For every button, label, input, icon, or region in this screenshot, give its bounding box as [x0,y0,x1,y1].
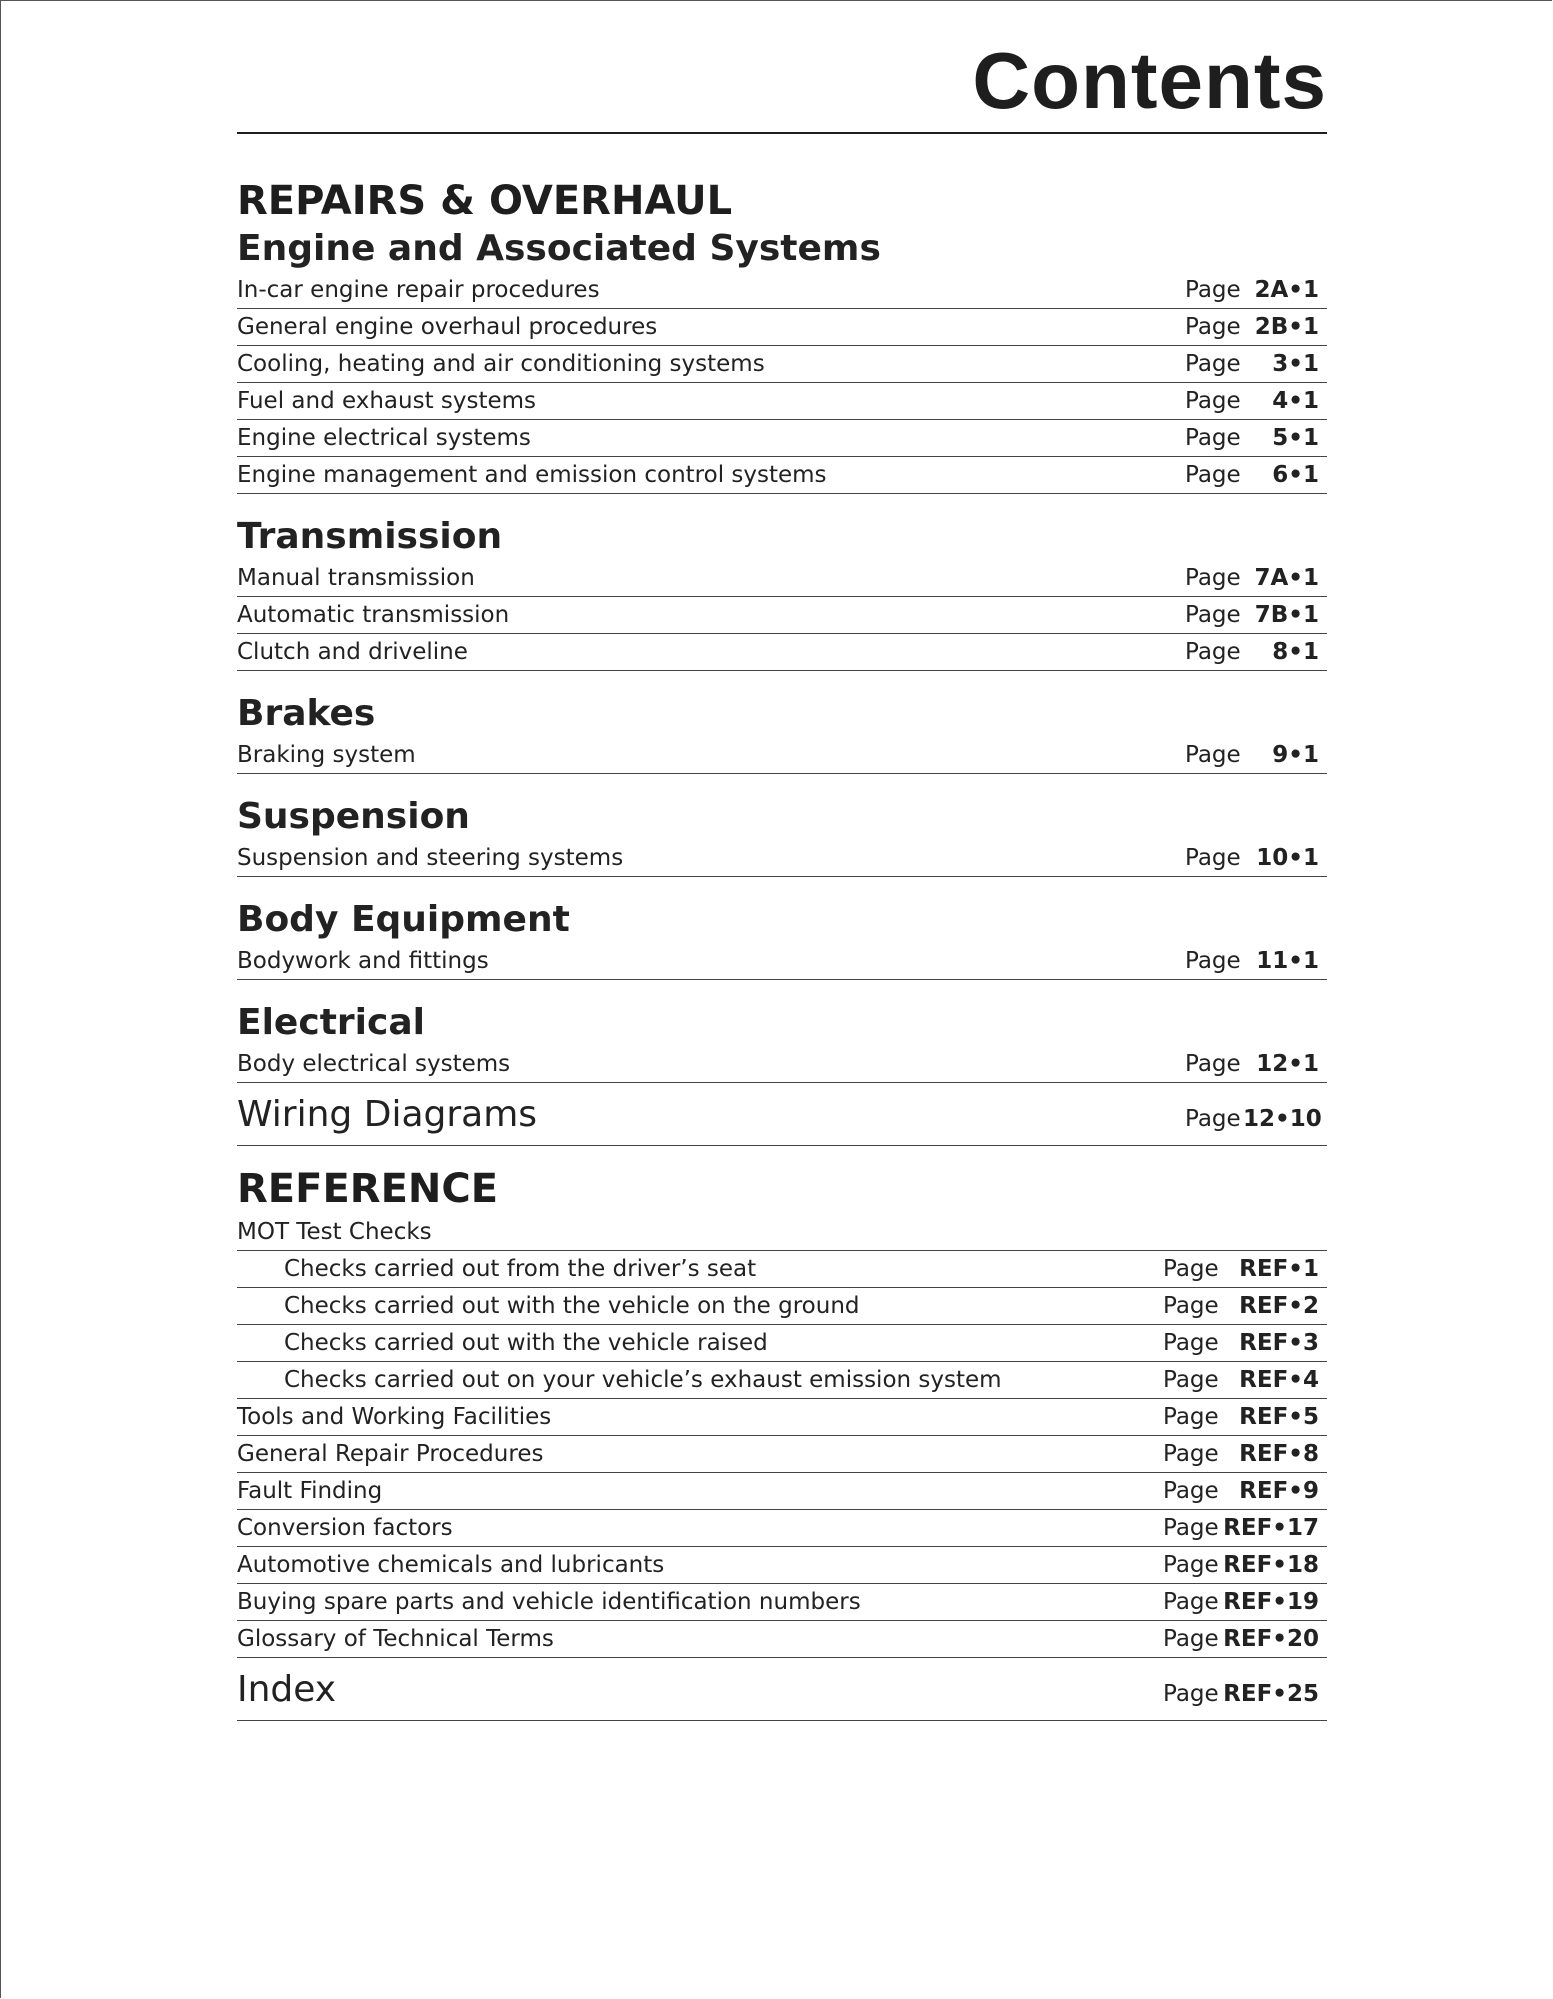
toc-entry[interactable] [237,634,1327,671]
entry-label: In-car engine repair procedures [237,277,600,303]
section-heading: Transmission [237,516,503,557]
entry-label: Automotive chemicals and lubricants [237,1552,665,1578]
page-word: Page [1185,388,1241,414]
toc-entry[interactable] [237,1436,1327,1473]
page-word: Page [1185,425,1241,451]
page-word: Page [1185,565,1241,591]
page-word: Page [1163,1552,1219,1578]
page-number: 2A•1 [1254,277,1319,303]
page-number: REF•19 [1223,1589,1319,1615]
section-heading: Engine and Associated Systems [237,228,881,269]
page-word: Page [1185,351,1241,377]
toc-entry[interactable] [237,737,1327,774]
page-number: 10•1 [1256,845,1319,871]
mot-items [237,1251,1327,1399]
page-title: Contents [972,36,1327,125]
page-word: Page [1163,1256,1219,1282]
toc-entry[interactable] [237,1584,1327,1621]
entry-label: Manual transmission [237,565,475,591]
page-number: 7B•1 [1254,602,1319,628]
page-number: REF•17 [1223,1515,1319,1541]
page-word: Page [1163,1589,1219,1615]
entry-label: Cooling, heating and air conditioning systems [237,351,765,377]
entry-label: Clutch and driveline [237,639,468,665]
repairs-sections [237,226,1327,1083]
page-word: Page [1163,1478,1219,1504]
section-heading: Suspension [237,796,470,837]
entry-label: Wiring Diagrams [237,1093,538,1135]
toc-entry[interactable] [237,1288,1327,1325]
entry-label: Braking system [237,742,416,768]
entry-label: Engine electrical systems [237,425,531,451]
reference-heading: REFERENCE [237,1166,499,1212]
entry-label: Checks carried out on your vehicle’s exhaust emission system [284,1367,1002,1393]
toc-entry[interactable] [237,1621,1327,1658]
page-word: Page [1163,1681,1219,1707]
entry-label: Bodywork and fittings [237,948,489,974]
toc-entry[interactable] [237,1362,1327,1399]
page-number: 4•1 [1272,388,1319,414]
page-number: REF•3 [1239,1330,1319,1356]
entry-label: Tools and Working Facilities [237,1404,552,1430]
toc-entry[interactable] [237,840,1327,877]
page-number: REF•9 [1239,1478,1319,1504]
page-number: 12•1 [1256,1051,1319,1077]
toc-entry[interactable] [237,383,1327,420]
page-number: REF•1 [1239,1256,1319,1282]
page-word: Page [1163,1367,1219,1393]
section-heading: Body Equipment [237,899,570,940]
toc-entry[interactable] [237,420,1327,457]
contents-page [237,0,1327,1721]
entry-label: Checks carried out with the vehicle on the ground [284,1293,860,1319]
page-word: Page [1163,1330,1219,1356]
entry-label: Checks carried out with the vehicle raised [284,1330,768,1356]
page-word: Page [1185,639,1241,665]
page-number: 7A•1 [1254,565,1319,591]
toc-entry[interactable] [237,346,1327,383]
repairs-heading: REPAIRS & OVERHAUL [237,178,733,224]
entry-label: Suspension and steering systems [237,845,624,871]
toc-entry[interactable] [237,560,1327,597]
entry-label: Automatic transmission [237,602,510,628]
page-number: 2B•1 [1254,314,1319,340]
page-number: 12•10 [1243,1106,1322,1132]
page-word: Page [1185,845,1241,871]
toc-entry[interactable] [237,943,1327,980]
entry-label: Fuel and exhaust systems [237,388,537,414]
page-number: REF•20 [1223,1626,1319,1652]
toc-entry[interactable] [237,1510,1327,1547]
entry-label: Conversion factors [237,1515,453,1541]
page-word: Page [1185,1051,1241,1077]
entry-label: Glossary of Technical Terms [237,1626,554,1652]
title-rule [237,132,1327,134]
entry-label: Index [237,1668,337,1710]
page-word: Page [1185,462,1241,488]
toc-entry-index[interactable] [237,1658,1327,1721]
entry-label: Fault Finding [237,1478,383,1504]
page-word: Page [1185,1106,1241,1132]
page-number: REF•25 [1223,1681,1319,1707]
toc-entry[interactable] [237,1251,1327,1288]
page-word: Page [1185,314,1241,340]
section-heading: Electrical [237,1002,425,1043]
page-word: Page [1163,1404,1219,1430]
page-word: Page [1185,948,1241,974]
page-number: 8•1 [1272,639,1319,665]
page-number: 5•1 [1272,425,1319,451]
page-number: 6•1 [1272,462,1319,488]
toc-entry[interactable] [237,457,1327,494]
toc-entry[interactable] [237,1046,1327,1083]
entry-label: Engine management and emission control systems [237,462,827,488]
section-heading: Brakes [237,693,376,734]
toc-entry[interactable] [237,1547,1327,1584]
mot-heading: MOT Test Checks [237,1214,1327,1251]
toc-entry[interactable] [237,597,1327,634]
page-word: Page [1163,1626,1219,1652]
page-word: Page [1185,602,1241,628]
toc-entry[interactable] [237,272,1327,309]
toc-entry[interactable] [237,1325,1327,1362]
toc-entry-wiring-diagrams[interactable] [237,1083,1327,1146]
reference-items [237,1399,1327,1658]
page-number: REF•8 [1239,1441,1319,1467]
toc-entry[interactable] [237,1473,1327,1510]
page-word: Page [1163,1515,1219,1541]
page-number: 11•1 [1256,948,1319,974]
toc-entry[interactable] [237,1399,1327,1436]
entry-label: Body electrical systems [237,1051,511,1077]
entry-label: Checks carried out from the driver’s seat [284,1256,757,1282]
page-word: Page [1163,1293,1219,1319]
page-number: REF•4 [1239,1367,1319,1393]
entry-label: General Repair Procedures [237,1441,544,1467]
page-number: REF•5 [1239,1404,1319,1430]
page-number: 9•1 [1272,742,1319,768]
entry-label: Buying spare parts and vehicle identification numbers [237,1589,861,1615]
page-number: 3•1 [1272,351,1319,377]
page-word: Page [1163,1441,1219,1467]
page-number: REF•18 [1223,1552,1319,1578]
toc-entry[interactable] [237,309,1327,346]
page-word: Page [1185,277,1241,303]
page-number: REF•2 [1239,1293,1319,1319]
page-word: Page [1185,742,1241,768]
entry-label: General engine overhaul procedures [237,314,658,340]
